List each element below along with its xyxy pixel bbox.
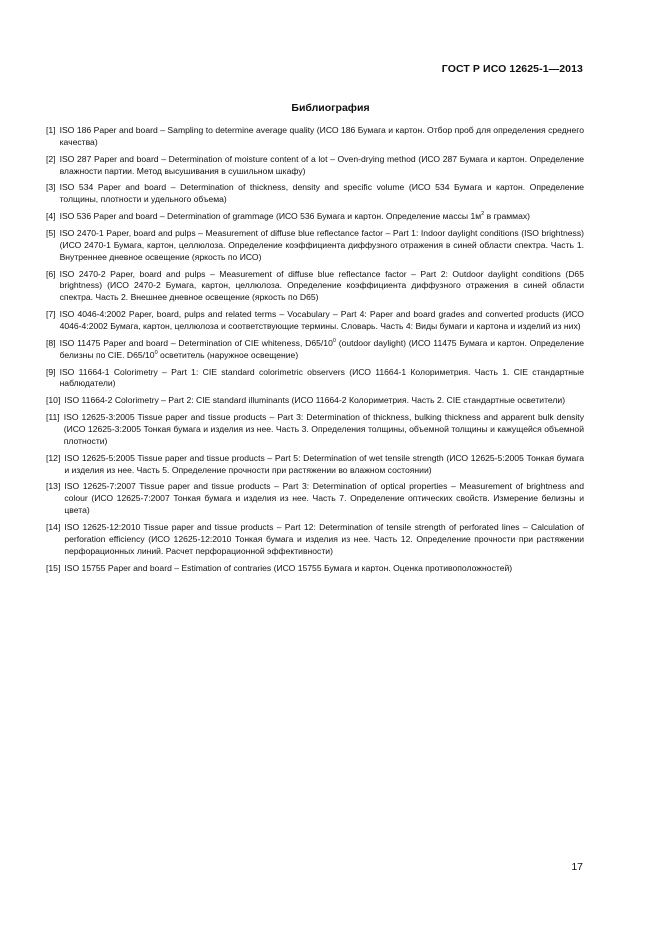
reference-text: ISO 12625-3:2005 Tissue paper and tissue products – Part 3: Determination of thickness, bulking thickness and apparent bulk density (ИСО 12625-3:2005 Тонкая бумага и изделия из нее. Часть 3. Определения толщины, объемной толщины и кажущейся объемной плотности) <box>63 412 584 446</box>
document-header: ГОСТ Р ИСО 12625-1—2013 <box>441 63 583 75</box>
reference-item <box>46 367 584 391</box>
reference-text: ISO 2470-1 Paper, board and pulps – Measurement of diffuse blue reflectance factor – Part 1: Indoor daylight conditions (ISO brightness) (ИСО 2470-1 Бумага, картон, целлюлоза. Определение коэффициента диффузного отражения в синей области спектра. Часть 1. Внутреннее дневное освещение (яркость по ИСО) <box>59 227 584 262</box>
reference-item <box>46 563 584 575</box>
reference-number: [3] <box>46 182 56 193</box>
reference-item <box>46 228 584 264</box>
reference-number: [9] <box>46 366 56 377</box>
reference-number: [14] <box>46 521 61 532</box>
reference-text: ISO 15755 Paper and board – Estimation of contraries (ИСО 15755 Бумага и картон. Оценка противоположностей) <box>64 562 513 573</box>
reference-number: [8] <box>46 337 56 348</box>
reference-number: [10] <box>46 395 61 406</box>
reference-text: ISO 287 Paper and board – Determination of moisture content of a lot – Oven-drying method (ИСО 287 Бумага и картон. Определение влажности партии. Метод высушивания в сушильном шкафу) <box>59 153 584 176</box>
reference-number: [6] <box>46 268 56 279</box>
reference-item <box>46 211 584 223</box>
reference-text: ISO 186 Paper and board – Sampling to determine average quality (ИСО 186 Бумага и картон. Отбор проб для определения среднего качества) <box>59 125 584 147</box>
reference-text: ISO 11664-1 Colorimetry – Part 1: CIE standard colorimetric observers (ИСО 11664-1 Колориметрия. Часть 1. CIE стандартные наблюдатели) <box>59 366 584 389</box>
reference-item <box>46 125 584 149</box>
reference-number: [7] <box>46 309 56 320</box>
reference-number: [5] <box>46 227 56 238</box>
reference-item <box>46 395 584 407</box>
reference-text: ISO 12625-7:2007 Tissue paper and tissue products – Part 3: Determination of optical properties – Measurement of brightness and colour (ИСО 12625-7:2007 Тонкая бумага и изделия из нее. Часть 7. Определение оптических свойств. Измерение белизны и цвета) <box>64 481 584 516</box>
reference-text: ISO 11664-2 Colorimetry – Part 2: CIE standard illuminants (ИСО 11664-2 Колориметрия. Часть 2. CIE стандартные осветители) <box>64 395 566 406</box>
reference-item <box>46 481 584 517</box>
reference-number: [4] <box>46 211 56 222</box>
reference-item <box>46 522 584 558</box>
reference-item <box>46 182 584 206</box>
reference-text: ISO 536 Paper and board – Determination of grammage (ИСО 536 Бумага и картон. Определение массы $1м^2$ в граммах) <box>59 211 531 222</box>
reference-text: ISO 12625-12:2010 Tissue paper and tissue products – Part 12: Determination of tensile strength of perforated lines – Calculation of perforation efficiency (ИСО 12625-12:2010 Тонкая бумага и изделия из нее. Часть 12. Определение прочности при растяжении перфорационных линий. Расчет перфорационной эффективности) <box>64 521 584 556</box>
reference-text: ISO 11475 Paper and board – Determination of CIE whiteness, $D65/10^0$ (outdoor daylight) (ИСО 11475 Бумага и картон. Определение белизны по CIE. $D65/10^0$ осветитель (наружное освещение) <box>59 337 584 360</box>
reference-number: [11] <box>46 412 60 423</box>
reference-number: [15] <box>46 562 61 573</box>
reference-item <box>46 154 584 178</box>
reference-list <box>46 125 584 579</box>
reference-item <box>46 412 584 448</box>
reference-text: ISO 2470-2 Paper, board and pulps – Measurement of diffuse blue reflectance factor – Part 2: Outdoor daylight conditions (D65 brightness) (ИСО 2470-2 Бумага, картон, целлюлоза. Определение коэффициента диффузного отражения в синей области спектра. Часть 2. Внешнее дневное освещение (яркость по D65) <box>59 268 584 303</box>
superscript: 0 <box>332 337 336 344</box>
reference-text: ISO 4046-4:2002 Paper, board, pulps and related terms – Vocabulary – Part 4: Paper and board grades and converted products (ИСО 4046-4:2002 Бумага, картон, целлюлоза и соответствующие термины. Словарь. Часть 4: Виды бумаги и картона и изделий из них) <box>59 309 584 332</box>
reference-item <box>46 338 584 362</box>
reference-number: [1] <box>46 125 56 135</box>
superscript: 0 <box>154 349 158 356</box>
page-number: 17 <box>571 861 583 873</box>
bibliography-title: Библиография <box>291 102 370 114</box>
reference-item <box>46 309 584 333</box>
reference-number: [12] <box>46 452 61 463</box>
reference-number: [2] <box>46 153 56 164</box>
reference-item <box>46 269 584 305</box>
reference-text: ISO 534 Paper and board – Determination of thickness, density and specific volume (ИСО 534 Бумага и картон. Определение толщины, плотности и удельного объема) <box>59 182 584 205</box>
reference-item <box>46 453 584 477</box>
reference-text: ISO 12625-5:2005 Tissue paper and tissue products – Part 5: Determination of wet tensile strength (ИСО 12625-5:2005 Тонкая бумага и изделия из нее. Часть 5. Определение прочности при растяжении во влажном состоянии) <box>64 452 584 475</box>
reference-number: [13] <box>46 481 61 492</box>
superscript: 2 <box>481 211 485 218</box>
